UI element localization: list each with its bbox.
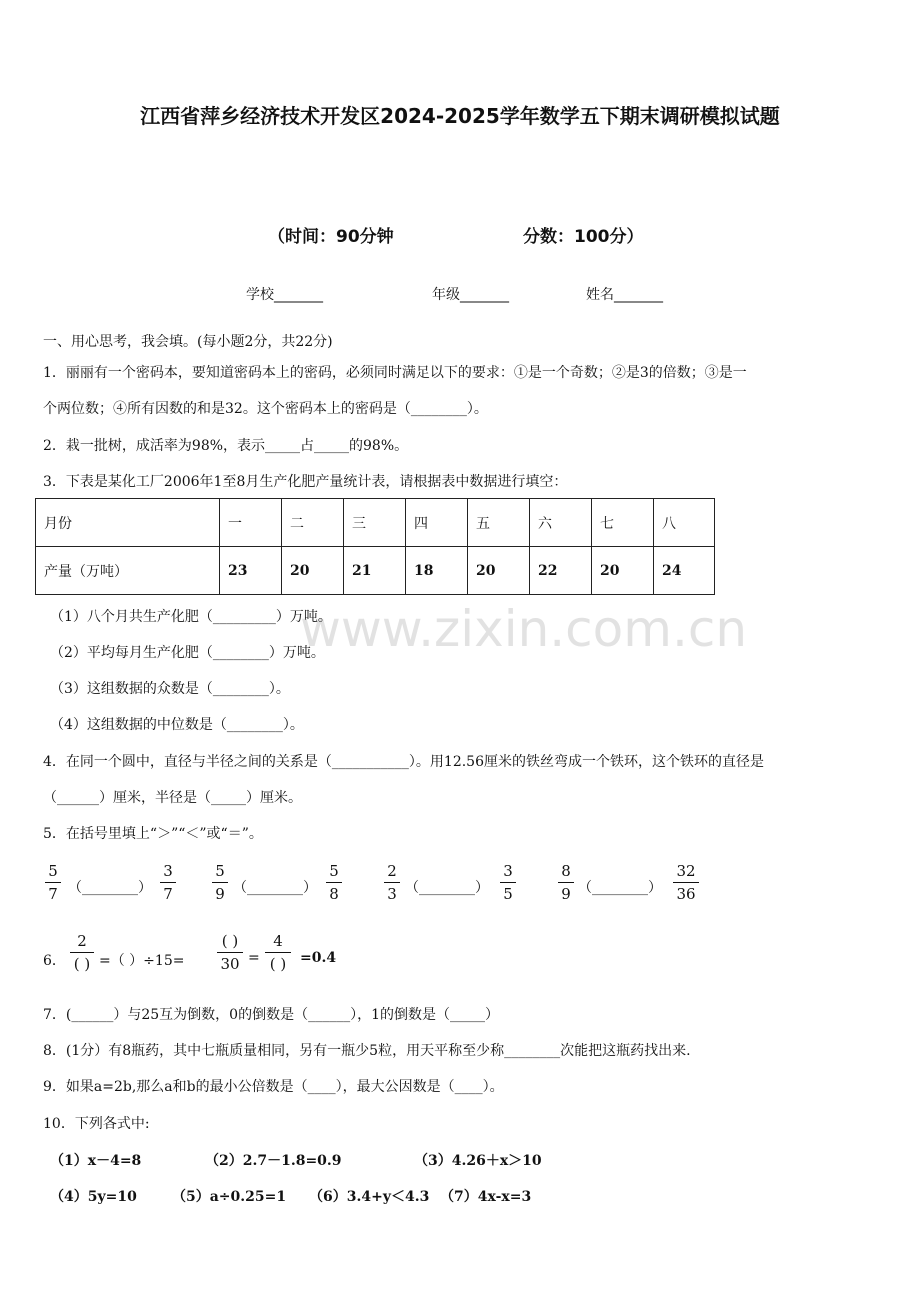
question-1-line-1: 1．丽丽有一个密码本，要知道密码本上的密码，必须同时满足以下的要求：①是一个奇数；②是3的倍数；③是一 (43, 365, 747, 381)
fraction: $\frac{5}{9}$ (212, 862, 228, 903)
school-field: 学校_______ (246, 287, 323, 303)
table-cell: 18 (406, 547, 468, 595)
table-cell: 七 (592, 499, 654, 547)
fraction: 2 ( ) (70, 932, 94, 973)
fraction: $\frac{5}{8}$ (326, 862, 342, 903)
question-6-middle: =（ ）÷15= (99, 953, 185, 969)
table-row (36, 547, 715, 595)
table-cell: 20 (468, 547, 530, 595)
table-cell: 四 (406, 499, 468, 547)
question-6-result: =0.4 (300, 950, 337, 966)
equation-item: （1）x－4=8 (50, 1153, 142, 1169)
fraction: $\frac{2}{3}$ (384, 862, 400, 903)
table-cell: 五 (468, 499, 530, 547)
grade-field: 年级_______ (432, 287, 509, 303)
fraction: $\frac{3}{7}$ (160, 862, 176, 903)
table-cell: 23 (220, 547, 282, 595)
question-4-line-1: 4．在同一个圆中，直径与半径之间的关系是（___________）。用12.56厘米的铁丝弯成一个铁环，这个铁环的直径是 (43, 754, 764, 770)
question-3-sub-1: （1）八个月共生产化肥（_________）万吨。 (50, 609, 332, 625)
table-cell: 八 (654, 499, 715, 547)
fraction: $\frac{32}{36}$ (673, 862, 699, 903)
equation-item: （6）3.4+y＜4.3 (309, 1189, 430, 1205)
table-cell: 一 (220, 499, 282, 547)
table-cell: 21 (344, 547, 406, 595)
name-field: 姓名_______ (586, 287, 663, 303)
question-2: 2．栽一批树，成活率为98%，表示_____占_____的98%。 (43, 438, 409, 454)
table-cell: 六 (530, 499, 592, 547)
exam-time: （时间：90分钟 (268, 227, 394, 247)
compare-blank: （________） (405, 880, 489, 896)
table-cell: 月份 (36, 499, 220, 547)
question-5-intro: 5．在括号里填上“＞”“＜”或“＝”。 (43, 826, 263, 842)
fraction: 4 ( ) (265, 932, 291, 973)
fraction: $\frac{8}{9}$ (558, 862, 574, 903)
equation-item: （3）4.26＋x＞10 (414, 1153, 542, 1169)
compare-blank: （________） (68, 880, 152, 896)
compare-blank: （________） (578, 880, 662, 896)
question-1-line-2: 个两位数；④所有因数的和是32。这个密码本上的密码是（________）。 (43, 401, 488, 417)
table-cell: 24 (654, 547, 715, 595)
fraction: $\frac{5}{7}$ (45, 862, 61, 903)
question-3-sub-2: （2）平均每月生产化肥（________）万吨。 (50, 645, 325, 661)
question-8: 8．(1分）有8瓶药，其中七瓶质量相同，另有一瓶少5粒，用天平称至少称________次能把这瓶药找出来. (43, 1043, 691, 1059)
equation-item: （7）4x-x=3 (440, 1189, 532, 1205)
equation-item: （4）5y=10 (50, 1189, 137, 1205)
table-cell: 20 (282, 547, 344, 595)
question-3-intro: 3．下表是某化工厂2006年1至8月生产化肥产量统计表，请根据表中数据进行填空： (43, 474, 568, 490)
question-10-intro: 10．下列各式中: (43, 1116, 150, 1132)
equation-item: （5）a÷0.25=1 (172, 1189, 287, 1205)
table-cell: 二 (282, 499, 344, 547)
compare-blank: （________） (233, 880, 317, 896)
watermark: www.zixin.com.cn (300, 600, 748, 658)
fraction: ( ) 30 (217, 932, 243, 973)
question-4-line-2: （______）厘米，半径是（_____）厘米。 (43, 790, 302, 806)
table-header-row (36, 499, 715, 547)
page-title: 江西省萍乡经济技术开发区2024-2025学年数学五下期末调研模拟试题 (140, 104, 780, 128)
exam-score: 分数：100分） (523, 227, 644, 247)
production-table (35, 498, 715, 595)
table-cell: 三 (344, 499, 406, 547)
question-7: 7．(______）与25互为倒数，0的倒数是（______），1的倒数是（_____） (43, 1007, 499, 1023)
fraction: $\frac{3}{5}$ (500, 862, 516, 903)
question-3-sub-4: （4）这组数据的中位数是（________）。 (50, 717, 304, 733)
question-6-equals: = (248, 950, 260, 966)
question-6-label: 6． (43, 953, 66, 969)
table-cell: 22 (530, 547, 592, 595)
equation-item: （2）2.7－1.8=0.9 (205, 1153, 342, 1169)
section-heading: 一、用心思考，我会填。(每小题2分，共22分) (43, 334, 333, 350)
question-9: 9．如果a=2b,那么a和b的最小公倍数是（____），最大公因数是（____）。 (43, 1079, 504, 1095)
table-cell: 20 (592, 547, 654, 595)
question-3-sub-3: （3）这组数据的众数是（________）。 (50, 681, 290, 697)
table-cell: 产量（万吨） (36, 547, 220, 595)
